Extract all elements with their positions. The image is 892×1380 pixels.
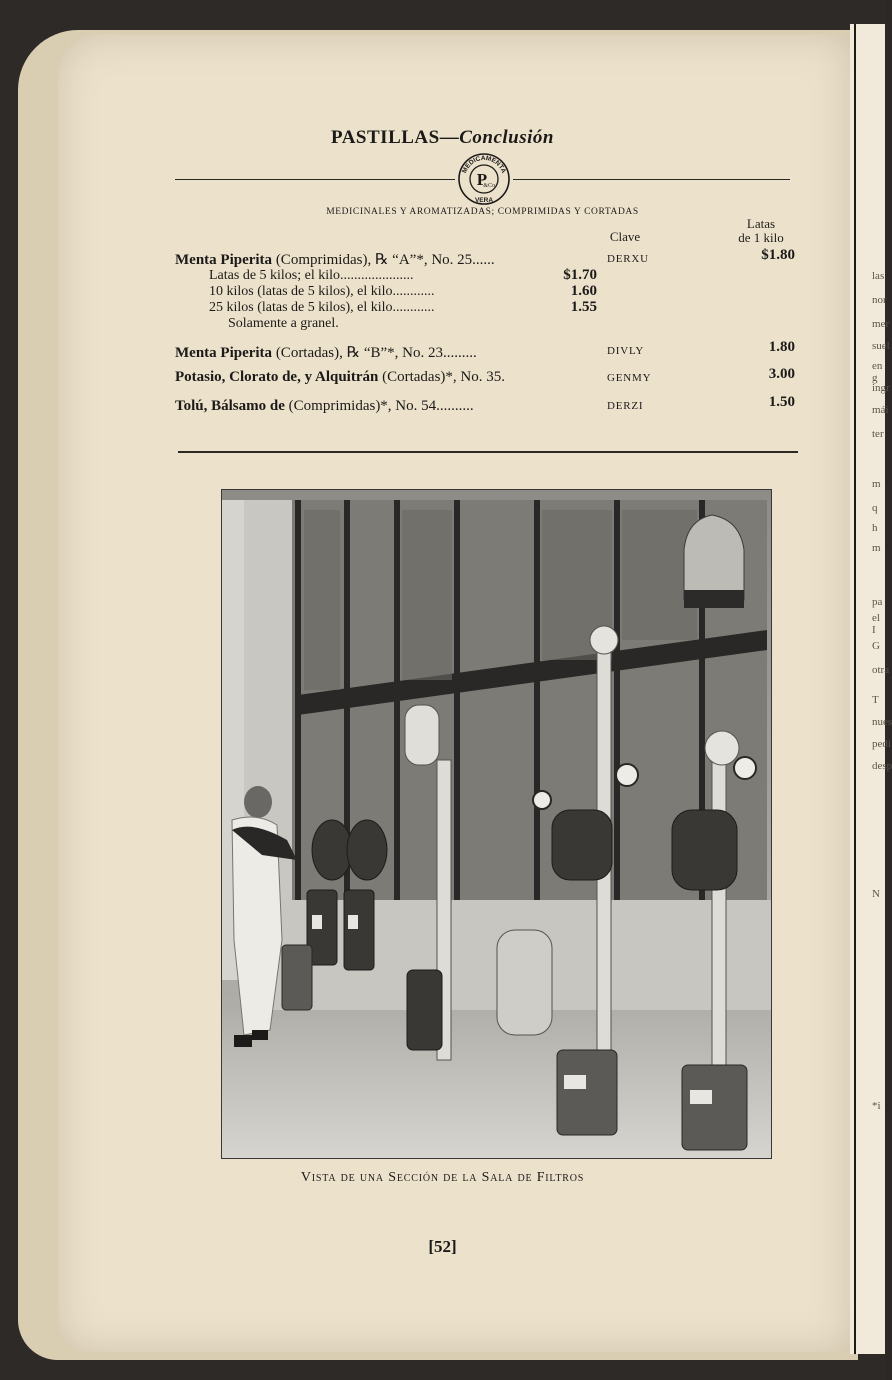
product-name: Menta Piperita [175,345,273,361]
medicamenta-vera-seal-icon [457,152,511,206]
seal-sub: &Co. [483,183,497,189]
product-row [175,250,495,269]
sub-price: 1.55 [570,299,597,315]
sub-price: 1.60 [570,283,597,299]
facing-page-fragment: T [872,694,879,706]
facing-page-fragment: suel [872,340,890,352]
facing-page-fragment: pedi [872,738,891,750]
svg-text:VERA: VERA [474,197,494,204]
header-rule-left [175,179,455,180]
facing-page-fragment: el I [872,612,880,636]
product-name: Menta Piperita [175,252,273,268]
facing-page-fragment: ter [872,428,884,440]
product-price: 1.50 [768,394,795,410]
product-price: $1.80 [761,247,795,263]
product-code: DERZI [607,400,644,412]
facing-page-fragment: ingr [872,382,890,394]
column-header-latas-line2: de 1 kilo [738,230,784,245]
product-description: (Comprimidas)*, No. 54.......... [284,398,474,414]
product-row [175,343,477,362]
facing-page-fragment: nor [872,294,887,306]
column-header-latas [730,217,792,245]
product-description: (Comprimidas), ℞ “A”*, No. 25...... [272,252,495,268]
facing-page-fragment: nues [872,716,892,728]
facing-page-fragment: m [872,478,881,490]
header-rule-right [513,179,790,180]
facing-page-fragment: q [872,502,878,514]
seal-monogram: P [476,170,488,189]
page-number: [52] [428,1237,457,1256]
product-note: Solamente a granel. [228,316,339,331]
column-header-clave: Clave [609,229,641,244]
product-row [175,369,505,386]
facing-page-fragment: mái [872,404,889,416]
facing-page-fragment: las [872,270,885,282]
product-code: DERXU [607,253,649,265]
facing-page-fragment: en g [872,360,883,384]
facing-page-fragment: N [872,888,880,900]
product-name: Potasio, Clorato de, y Alquitrán [175,369,379,385]
column-header-latas-line1: Latas [746,216,776,231]
filter-room-photograph [221,489,772,1159]
facing-page-fragment: pa [872,596,883,608]
product-description: (Cortadas), ℞ “B”*, No. 23......... [272,345,477,361]
product-price: 1.80 [768,339,795,355]
product-description: (Cortadas)*, No. 35. [378,369,505,385]
facing-page-fragment: m [872,542,881,554]
page-title [0,127,885,149]
facing-page-fragment: mer [872,318,890,330]
svg-text:MEDICAMENTA: MEDICAMENTA [461,154,507,175]
photo-caption: Vista de una Sección de la Sala de Filtros [300,1170,585,1185]
photo-illustration [222,490,771,1158]
facing-page-fragment: h [872,522,878,534]
facing-page-fragment: desp [872,760,892,772]
sub-price: $1.70 [563,267,597,283]
product-code: GENMY [607,372,652,384]
product-row [175,398,474,415]
section-divider [178,451,798,453]
product-price: 3.00 [768,366,795,382]
title-main: PASTILLAS— [331,127,460,148]
facing-page-fragment: G [872,640,880,652]
sub-price-label: 25 kilos (latas de 5 kilos), el kilo............ [209,300,435,315]
facing-page-edge [850,24,892,1354]
facing-page-fragment: *i [872,1100,881,1112]
gutter-line [854,24,856,1354]
product-name: Tolú, Bálsamo de [175,398,285,414]
sub-price-label: Latas de 5 kilos; el kilo..................... [209,268,414,283]
product-code: DIVLY [607,345,645,357]
title-italic: Conclusión [459,127,554,148]
sub-price-label: 10 kilos (latas de 5 kilos), el kilo............ [209,284,435,299]
section-subtitle: MEDICINALES Y AROMATIZADAS; COMPRIMIDAS Y CORTADAS [326,207,639,217]
facing-page-fragment: otra [872,664,890,676]
